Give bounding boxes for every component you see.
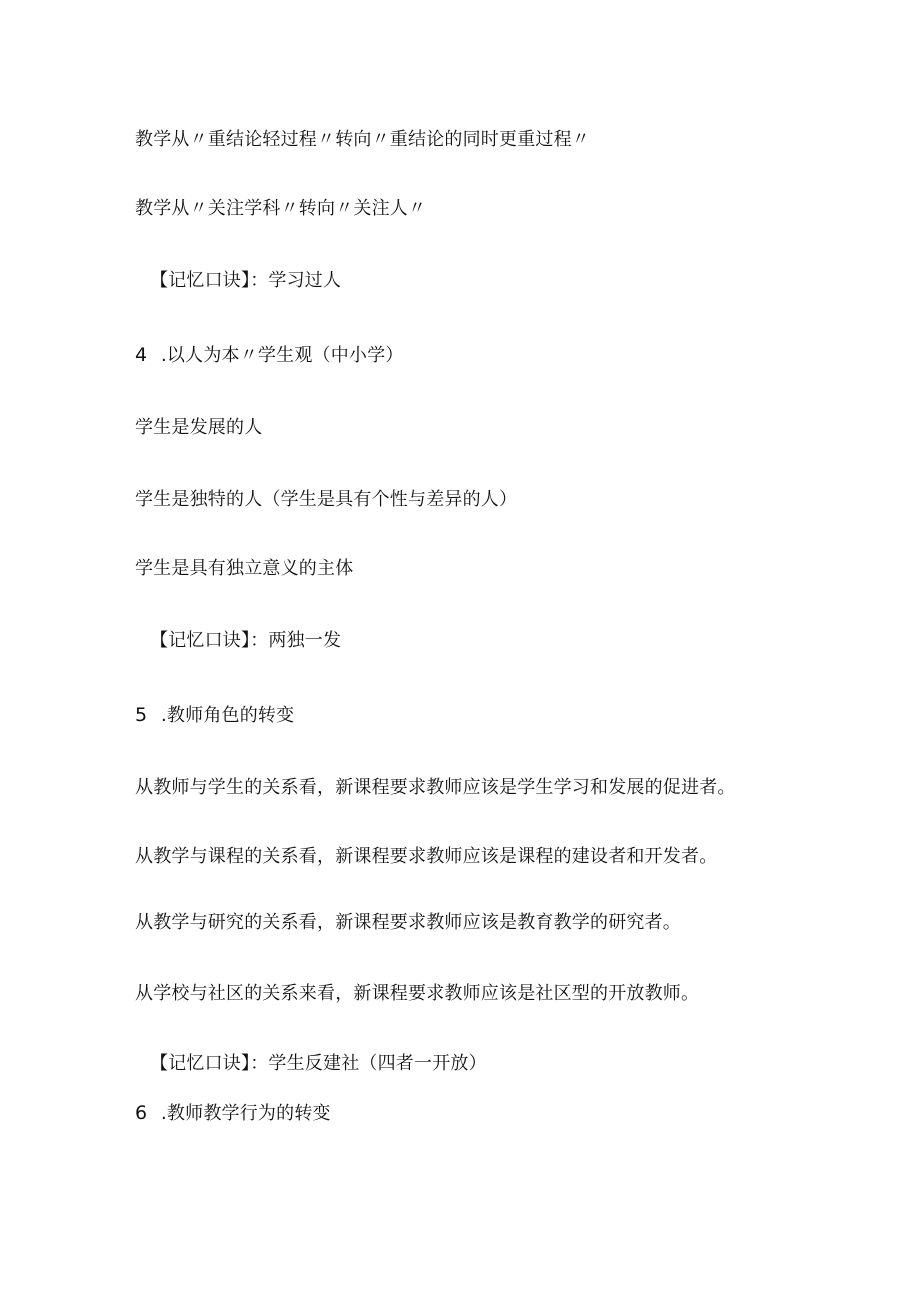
text-line-process-shift: 教学从〃重结论轻过程〃转向〃重结论的同时更重过程〃 xyxy=(135,129,590,150)
section-number: 5 xyxy=(135,704,148,726)
section-number: 4 xyxy=(135,344,148,366)
section-title: .教师教学行为的转变 xyxy=(161,1103,331,1124)
text-line-teacher-student: 从教师与学生的关系看，新课程要求教师应该是学生学习和发展的促进者。 xyxy=(135,777,736,798)
section-heading-5 xyxy=(135,703,294,728)
mnemonic-line-2: 【记忆口诀】：两独一发 xyxy=(150,630,342,651)
text-line-teaching-curriculum: 从教学与课程的关系看，新课程要求教师应该是课程的建设者和开发者。 xyxy=(135,846,718,867)
section-number: 6 xyxy=(135,1102,148,1124)
section-title: .以人为本〃学生观（中小学） xyxy=(161,345,404,366)
text-line-student-subject: 学生是具有独立意义的主体 xyxy=(135,558,354,579)
text-line-focus-shift: 教学从〃关注学科〃转向〃关注人〃 xyxy=(135,198,427,219)
text-line-student-unique: 学生是独特的人（学生是具有个性与差异的人） xyxy=(135,489,518,510)
text-line-teaching-research: 从教学与研究的关系看，新课程要求教师应该是教育教学的研究者。 xyxy=(135,912,681,933)
mnemonic-line-3: 【记忆口诀】：学生反建社（四者一开放） xyxy=(150,1053,487,1074)
section-heading-6 xyxy=(135,1101,331,1126)
mnemonic-line-1: 【记忆口诀】：学习过人 xyxy=(150,270,342,291)
text-line-student-developing: 学生是发展的人 xyxy=(135,417,263,438)
text-line-school-community: 从学校与社区的关系来看，新课程要求教师应该是社区型的开放教师。 xyxy=(135,983,700,1004)
section-title: .教师角色的转变 xyxy=(161,705,295,726)
section-heading-4 xyxy=(135,343,404,368)
